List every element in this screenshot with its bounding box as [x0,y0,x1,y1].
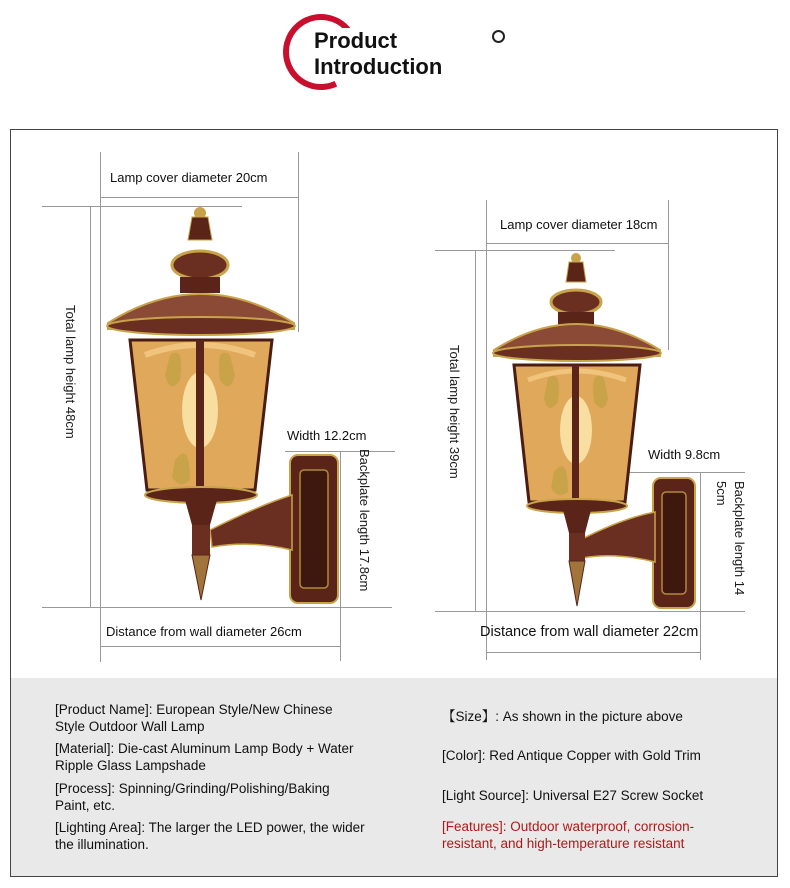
spec-line: Ripple Glass Lampshade [55,758,206,773]
backplate-length-label: Backplate length 17.8cm [357,449,372,592]
backplate-length-label-continued: 5cm [714,481,729,506]
distance-from-wall-label: Distance from wall diameter 22cm [480,624,699,640]
backplate-length-label: Backplate length 14 [732,481,747,596]
total-height-label: Total lamp height 39cm [447,345,462,479]
spec-line: resistant, and high-temperature resistant [442,836,685,851]
guide-line [100,646,340,647]
small-wall-lamp-image [488,250,703,612]
spec-color [442,747,701,764]
spec-line: Paint, etc. [55,798,116,813]
width-label: Width 12.2cm [287,428,367,443]
lamp-cover-diameter-label: Lamp cover diameter 20cm [110,170,268,185]
guide-line [90,206,91,607]
spec-line: [Lighting Area]: The larger the LED power, the wider [55,820,365,835]
spec-lighting-area [55,819,365,853]
spec-product-name [55,701,333,735]
spec-line: [Product Name]: European Style/New Chinese [55,702,333,717]
spec-light-source [442,787,703,804]
guide-line [486,243,668,244]
spec-line: [Color]: Red Antique Copper with Gold Trim [442,748,701,763]
title-line-2: Introduction [314,54,443,79]
title-line-1: Product [314,28,398,53]
spec-line: [Light Source]: Universal E27 Screw Socket [442,788,704,803]
spec-line: [Features]: Outdoor waterproof, corrosion- [442,819,695,834]
large-wall-lamp-image [100,205,350,605]
circle-icon [492,30,505,43]
spec-line: Style Outdoor Wall Lamp [55,719,205,734]
width-label: Width 9.8cm [648,447,721,462]
spec-line: 【Size】: As shown in the picture above [442,709,683,724]
distance-from-wall-label: Distance from wall diameter 26cm [106,624,302,639]
guide-line [100,197,298,198]
guide-line [486,200,487,660]
guide-line [475,250,476,611]
spec-features [442,818,694,852]
spec-material [55,740,353,774]
guide-line [486,652,700,653]
total-height-label: Total lamp height 48cm [63,305,78,439]
section-title [314,28,478,80]
spec-line: [Process]: Spinning/Grinding/Polishing/Baking [55,781,330,796]
spec-process [55,780,330,814]
section-header [0,0,790,120]
spec-line: the illumination. [55,837,149,852]
spec-size [442,708,683,725]
lamp-cover-diameter-label: Lamp cover diameter 18cm [500,217,658,232]
spec-line: [Material]: Die-cast Aluminum Lamp Body + Water [55,741,354,756]
